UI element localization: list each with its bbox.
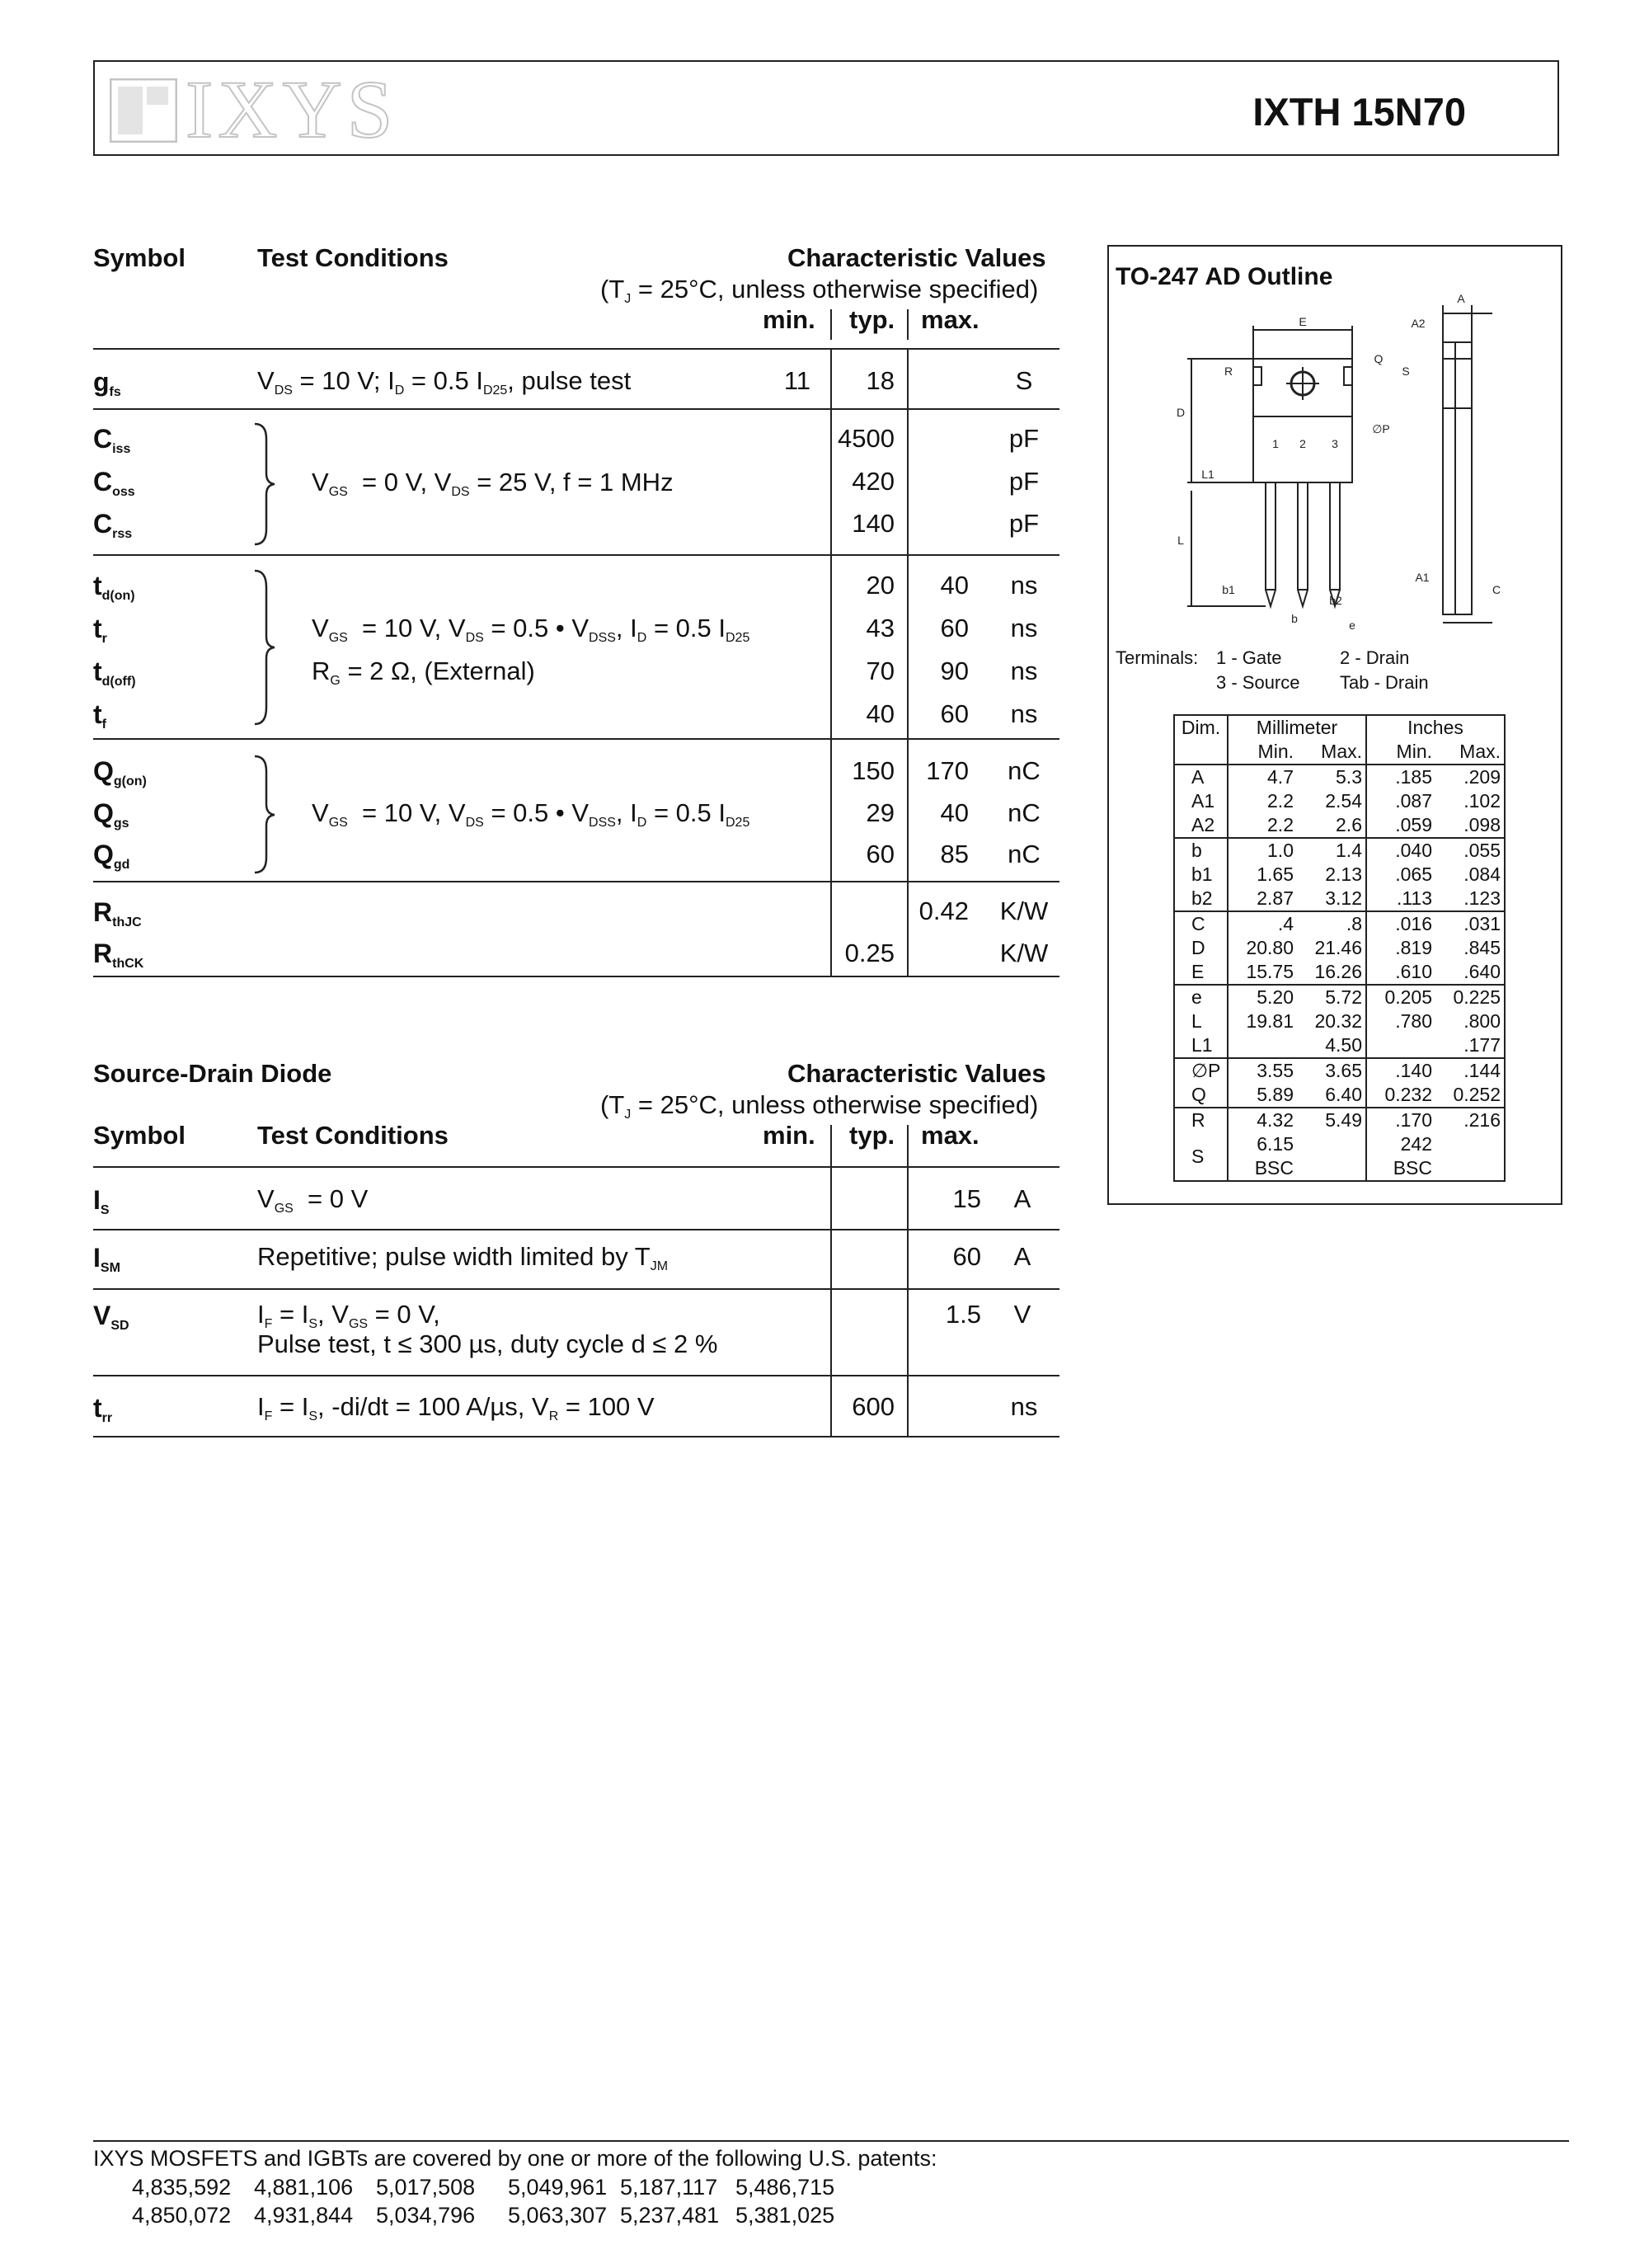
qgs-typ: 29 [866, 798, 895, 827]
diode-col-symbol: Symbol [93, 1121, 186, 1150]
dim-label: b1 [1222, 583, 1235, 596]
brace-icon [251, 569, 276, 726]
dimension-row: L1 4.50 .177 [1174, 1033, 1505, 1058]
trr-condition: $I_F = I_S$, -di/dt = 100 A/µs, $V_R = 100$ V [257, 1392, 655, 1423]
symbol-is: $I_S$ [93, 1185, 110, 1217]
switch-condition-2: $R_G = 2$ Ω, (External) [312, 656, 535, 688]
col-test-conditions: Test Conditions [257, 243, 449, 272]
is-max: 15 [952, 1184, 981, 1213]
rthck-typ: 0.25 [844, 939, 895, 967]
condition-note: ($T_J = 25^\circ C$, unless otherwise specified) [600, 275, 1039, 306]
symbol-rthck: $R_{thCK}$ [93, 939, 144, 971]
dimension-row: A 4.7 5.3 .185 .209 [1174, 765, 1505, 789]
ism-unit: A [1013, 1242, 1031, 1271]
ixys-logo: IXYS [186, 64, 398, 155]
symbol-qg-on: $Q_{g(on)}$ [93, 756, 147, 788]
symbol-tr: $t_r$ [93, 614, 107, 646]
row-divider [93, 738, 1059, 740]
dim-label: e [1349, 619, 1355, 632]
footer-divider [93, 2140, 1569, 2142]
brace-icon [251, 755, 276, 874]
coss-typ: 420 [852, 467, 895, 496]
qgd-typ: 60 [866, 840, 895, 868]
gfs-condition: $V_{DS} = 10$ V; $I_D = 0.5$ $I_{D25}$, pulse test [257, 366, 632, 398]
dim-label: R [1224, 365, 1233, 378]
outline-title: TO-247 AD Outline [1116, 263, 1333, 290]
dimension-row: A1 2.2 2.54 .087 .102 [1174, 789, 1505, 813]
crss-unit: pF [1008, 509, 1040, 538]
dimension-row: D 20.80 21.46 .819 .845 [1174, 936, 1505, 960]
symbol-gfs: $g_{fs}$ [93, 367, 121, 399]
dimension-row: b 1.0 1.4 .040 .055 [1174, 838, 1505, 863]
symbol-trr: $t_{rr}$ [93, 1393, 113, 1425]
row-divider [93, 554, 1059, 556]
rthjc-unit: K/W [999, 896, 1049, 925]
terminal-2: 2 - Drain [1340, 647, 1410, 668]
row-divider [93, 976, 1059, 977]
rthck-unit: K/W [999, 939, 1049, 967]
dimension-table-grid: Dim. Millimeter Inches Min. Max. Min. Max. A 4.7 5.3 .185 .209 A1 2.2 2.54 .087 .102 A2 2.2 2.6 .059 .098 b 1.0 1.4 .040 .055 b1 1.65 2.13 .065 .084 b2 2.87 3.12 .113 .123 C .4 .8 .016 .031 D 20.80 21.46 .819 .845 E 15.75 16.26 .610 .640 e 5.20 5.72 0.205 0.225 L 19.81 20.32 .780 .800 L1 4.50 .177 ∅P 3.55 3.65 .140 .144 Q 5.89 6.40 0.232 0.252 R 4.32 5.49 .170 .216 S 6.15 BSC 242 BSC [1173, 714, 1506, 1182]
coss-unit: pF [1008, 467, 1040, 496]
td-off-unit: ns [1010, 656, 1038, 685]
dim-label: D [1176, 406, 1186, 419]
switch-condition-1: $V_{GS} = 10$ V, $V_{DS} = 0.5$ • $V_{DSS}$, $I_D = 0.5$ $I_{D25}$ [312, 614, 750, 645]
diode-col-min: min. [763, 1121, 815, 1150]
is-condition: $V_{GS} = 0$ V [257, 1184, 369, 1216]
col-characteristic-values: Characteristic Values [787, 243, 1046, 272]
td-on-max: 40 [940, 571, 969, 600]
symbol-ciss: $C_{iss}$ [93, 424, 131, 456]
qg-on-max: 170 [926, 756, 969, 785]
patent-row-2: 4,850,072 4,931,844 5,034,796 5,063,307 5,237,481 5,381,025 [132, 2203, 835, 2228]
terminals-label: Terminals: [1116, 647, 1199, 668]
symbol-coss: $C_{oss}$ [93, 467, 135, 499]
tf-max: 60 [940, 699, 969, 728]
vsd-condition: $I_F = I_S$, $V_{GS} = 0$ V, [257, 1300, 440, 1331]
dimension-row: b1 1.65 2.13 .065 .084 [1174, 863, 1505, 887]
vsd-condition-2: Pulse test, t ≤ 300 µs, duty cycle d ≤ 2 % [257, 1329, 718, 1358]
dim-label: A1 [1415, 571, 1430, 584]
symbol-qgd: $Q_{gd}$ [93, 840, 130, 872]
dim-label: 1 [1272, 437, 1279, 450]
diode-col-characteristic: Characteristic Values [787, 1059, 1046, 1088]
td-on-typ: 20 [866, 571, 895, 600]
crss-typ: 140 [852, 509, 895, 538]
dimension-row: R 4.32 5.49 .170 .216 [1174, 1108, 1505, 1132]
dimension-row: S 6.15 BSC 242 BSC [1174, 1132, 1505, 1181]
td-on-unit: ns [1010, 571, 1038, 600]
terminal-3: 3 - Source [1216, 672, 1300, 693]
dimension-row: A2 2.2 2.6 .059 .098 [1174, 813, 1505, 838]
to247-package-drawing [1171, 293, 1517, 639]
qgs-max: 40 [940, 798, 969, 827]
symbol-td-off: $t_{d(off)}$ [93, 656, 136, 689]
diode-title: Source-Drain Diode [93, 1059, 332, 1088]
dimension-row: E 15.75 16.26 .610 .640 [1174, 960, 1505, 985]
dim-label: b [1291, 612, 1298, 625]
symbol-crss: $C_{rss}$ [93, 509, 133, 541]
terminal-tab: Tab - Drain [1340, 672, 1429, 693]
tr-max: 60 [940, 614, 969, 642]
caps-condition: $V_{GS} = 0$ V, $V_{DS} = 25$ V, f = 1 MHz [312, 468, 674, 499]
row-divider [93, 408, 1059, 410]
ixys-logo-mark-icon [110, 78, 177, 143]
trr-unit: ns [1010, 1392, 1038, 1421]
is-unit: A [1013, 1184, 1031, 1213]
symbol-vsd: $V_{SD}$ [93, 1301, 129, 1333]
dim-label: Q [1374, 352, 1384, 365]
col-min: min. [763, 305, 815, 334]
tr-unit: ns [1010, 614, 1038, 642]
footer-patents-note: IXYS MOSFETS and IGBTs are covered by one or more of the following U.S. patents: [93, 2146, 937, 2171]
qg-on-typ: 150 [852, 756, 895, 785]
ism-max: 60 [952, 1242, 981, 1271]
ciss-unit: pF [1008, 424, 1040, 453]
vsd-unit: V [1013, 1300, 1031, 1329]
symbol-tf: $t_f$ [93, 699, 106, 732]
dimension-row: ∅P 3.55 3.65 .140 .144 [1174, 1058, 1505, 1083]
dimension-row: e 5.20 5.72 0.205 0.225 [1174, 985, 1505, 1009]
terminal-1: 1 - Gate [1216, 647, 1282, 668]
diode-col-test: Test Conditions [257, 1121, 449, 1150]
dim-label: C [1492, 583, 1501, 596]
qg-on-unit: nC [1008, 756, 1041, 785]
symbol-td-on: $t_{d(on)}$ [93, 571, 135, 603]
brace-icon [251, 422, 276, 546]
dim-label: A [1457, 293, 1465, 305]
qgs-unit: nC [1008, 798, 1041, 827]
trr-typ: 600 [852, 1392, 895, 1421]
dim-label: ∅P [1372, 422, 1390, 435]
qgd-max: 85 [940, 840, 969, 868]
dim-label: L1 [1201, 468, 1214, 481]
dimension-row: C .4 .8 .016 .031 [1174, 911, 1505, 936]
col-symbol: Symbol [93, 243, 186, 272]
gfs-typ: 18 [866, 366, 895, 395]
dim-label: S [1402, 365, 1410, 378]
col-max: max. [921, 305, 980, 334]
dim-label: A2 [1411, 317, 1426, 330]
dim-label: 2 [1299, 437, 1306, 450]
tf-unit: ns [1010, 699, 1038, 728]
dim-label: b2 [1329, 594, 1342, 607]
symbol-rthjc: $R_{thJC}$ [93, 897, 142, 929]
patent-row-1: 4,835,592 4,881,106 5,017,508 5,049,961 5,187,117 5,486,715 [132, 2175, 835, 2200]
symbol-qgs: $Q_{gs}$ [93, 798, 129, 831]
ism-condition: Repetitive; pulse width limited by $T_{JM}$ [257, 1242, 669, 1273]
gate-condition: $V_{GS} = 10$ V, $V_{DS} = 0.5$ • $V_{DSS}$, $I_D = 0.5$ $I_{D25}$ [312, 798, 750, 830]
gfs-unit: S [1015, 366, 1033, 395]
rthjc-max: 0.42 [918, 896, 969, 925]
tr-typ: 43 [866, 614, 895, 642]
gfs-min: 11 [783, 366, 810, 395]
col-typ: typ. [849, 305, 895, 334]
part-number: IXTH 15N70 [1252, 90, 1466, 134]
row-divider [93, 881, 1059, 882]
dim-label: L [1177, 534, 1184, 547]
td-off-max: 90 [940, 656, 969, 685]
dimension-row: b2 2.87 3.12 .113 .123 [1174, 887, 1505, 911]
dimension-row: L 19.81 20.32 .780 .800 [1174, 1009, 1505, 1033]
dimension-row: Q 5.89 6.40 0.232 0.252 [1174, 1083, 1505, 1108]
ciss-typ: 4500 [838, 424, 895, 453]
diode-col-max: max. [921, 1121, 980, 1150]
dim-label: E [1299, 315, 1307, 328]
dim-label: 3 [1332, 437, 1338, 450]
vsd-max: 1.5 [945, 1300, 981, 1329]
qgd-unit: nC [1008, 840, 1041, 868]
td-off-typ: 70 [866, 656, 895, 685]
symbol-ism: $I_{SM}$ [93, 1243, 120, 1275]
tf-typ: 40 [866, 699, 895, 728]
diode-col-typ: typ. [849, 1121, 895, 1150]
row-divider [93, 348, 1059, 350]
diode-condition-note: ($T_J = 25^\circ C$, unless otherwise specified) [600, 1090, 1039, 1122]
